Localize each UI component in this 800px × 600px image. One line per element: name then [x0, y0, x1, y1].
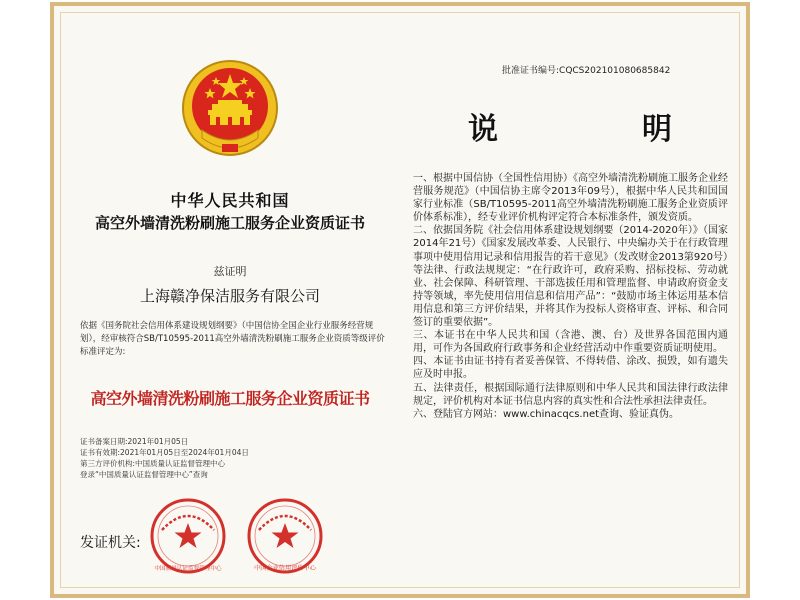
note-item: 三、本证书在中华人民共和国（含港、澳、台）及世界各国范围内通用，可作为各国政府行政事务和企业经营活动中作重要资质证明使用。 — [413, 330, 728, 355]
note-item: 四、本证书由证书持有者妥善保管、不得转借、涂改、损毁，如有遗失应及时申报。 — [413, 356, 728, 381]
filing-date: 证书备案日期:2021年01月05日 — [80, 437, 189, 446]
note-item: 一、根据中国信协（全国性信用协）《高空外墙清洗粉刷施工服务企业经营服务规范》（中国信协主席令2013年09号），根据中华人民共和国国家行业标准（SB/T10595-2011高空外墙清洗粉刷施工服务企业资质评价体系标准），经专业评价机构评定符合本标准条件，颁发资质。 — [413, 173, 728, 224]
certificate-country: 中华人民共和国 — [170, 191, 290, 210]
validity-period: 证书有效期:2021年01月05日至2024年01月04日 — [80, 448, 249, 457]
heading-char-2: 明 — [642, 112, 672, 147]
certification-basis: 依据《国务院社会信用体系建设规划纲要》（中国信协全国企业行业服务经营规划），经审核符合SB/T10595-2011高空外墙清洗粉刷施工服务企业资质等级评价标准评定为: — [80, 321, 385, 357]
seal1-text: 中国质量认证监督管理中心 — [154, 566, 222, 572]
explanation-heading — [430, 104, 710, 148]
note-item: 五、法律责任，根据国际通行法律原则和中华人民共和国法律行政法律规定，评价机构对本证书信息内容的真实性和合法性承担法律责任。 — [413, 382, 728, 407]
query-note: 登录“中国质量认证监督管理中心”查询 — [80, 470, 208, 479]
certificate-dates — [80, 436, 249, 480]
issuer-label: 发证机关: — [80, 535, 141, 551]
credit-seal-icon — [245, 496, 325, 576]
official-seal-icon — [148, 496, 228, 576]
company-name: 上海赣净保洁服务有限公司 — [139, 287, 320, 305]
attest-label: 兹证明 — [213, 265, 247, 278]
note-item: 六、登陆官方网站：www.chinacqcs.net查询、验证真伪。 — [413, 408, 680, 420]
certificate-number: 批准证书编号:CQCS202101080685842 — [502, 66, 671, 76]
award-title: 高空外墙清洗粉刷施工服务企业资质证书 — [90, 389, 370, 408]
note-item: 二、依据国务院《社会信用体系建设规划纲要（2014-2020年）》（国家2014年21号）《国家发展改革委、人民银行、中央编办关于在行政管理事项中使用信用记录和信用报告的若干意见》（发改财金2013第920号）等法律、行政法规规定：“在行政许可，政府采购、招标投标、劳动就业、社会保障、科研管理、干部选拔任用和管理监督、申请政府资金支持等领域，率先使用信用信息和信用产品”：“鼓励市场主体运用基本信用信息和第三方评价结果，并将其作为投标人资格审查、评标、和合同签订的重要依据”。 — [413, 225, 728, 329]
certificate-title: 高空外墙清洗粉刷施工服务企业资质证书 — [94, 214, 365, 232]
seal2-text: 中国企业信用评价中心 — [254, 565, 316, 572]
heading-char-1: 说 — [468, 112, 498, 147]
evaluator: 第三方评价机构:中国质量认证监督管理中心 — [80, 459, 226, 468]
explanation-notes — [413, 172, 728, 421]
national-emblem-icon — [180, 58, 280, 160]
